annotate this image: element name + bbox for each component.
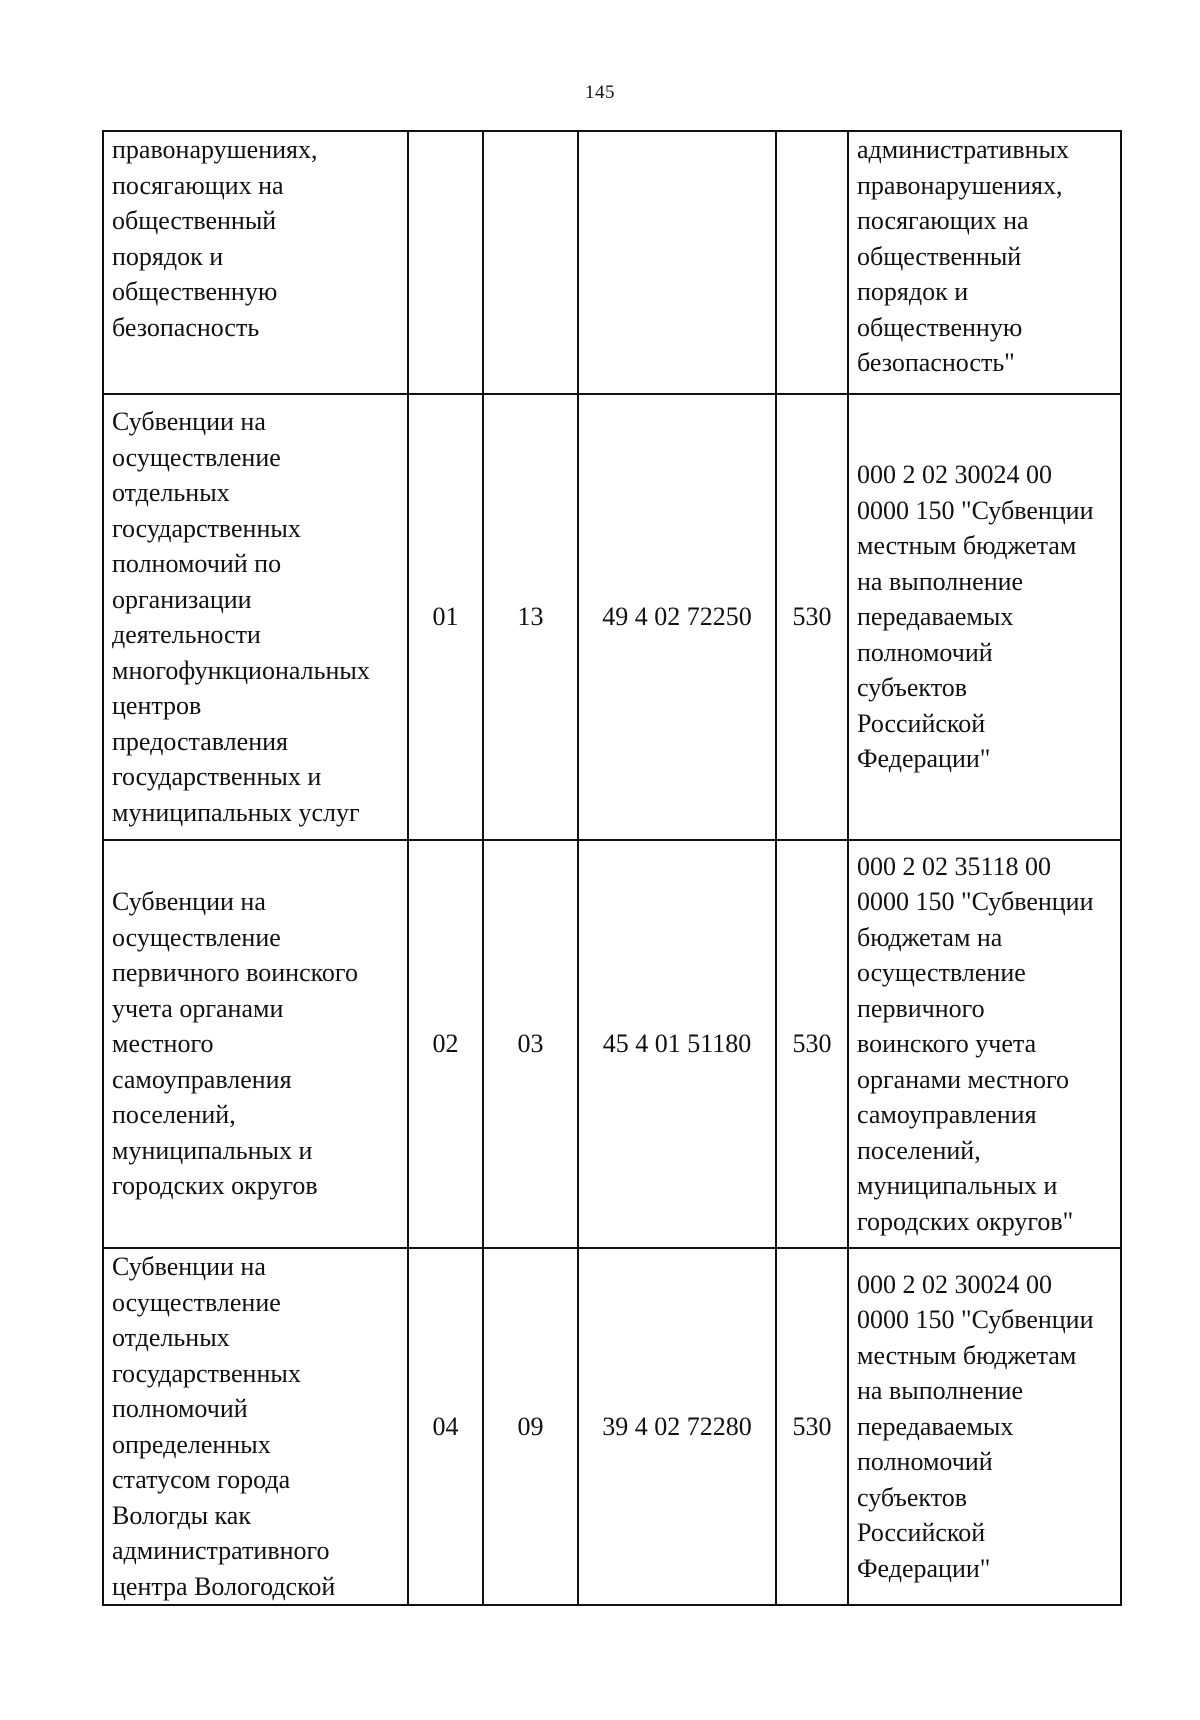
name-line: муниципальных и — [112, 1135, 313, 1165]
row-desc-cell — [848, 1248, 1121, 1605]
expense-type-cell — [776, 131, 848, 394]
section-code-cell — [408, 131, 483, 394]
name-line: общественный — [112, 206, 277, 235]
desc-line: полномочий — [857, 637, 993, 667]
budget-table — [102, 130, 1122, 1606]
subsection-code-cell: 09 — [483, 1248, 578, 1605]
table-body — [103, 131, 1121, 1605]
desc-line: общественный — [857, 241, 1022, 271]
name-line: порядок и — [112, 241, 224, 271]
desc-line: 000 2 02 35118 00 — [857, 851, 1052, 881]
desc-line: городских округов" — [857, 1206, 1074, 1236]
table-row — [103, 1248, 1121, 1605]
desc-line: поселений, — [857, 1135, 981, 1165]
page-number: 145 — [585, 82, 615, 103]
desc-line: на выполнение — [857, 1376, 1024, 1406]
section-code-cell: 04 — [408, 1248, 483, 1605]
target-article-cell — [578, 131, 776, 394]
name-line: административного — [112, 1536, 330, 1565]
desc-line: правонарушениях, — [857, 170, 1063, 200]
desc-line: 000 2 02 30024 00 — [857, 1269, 1052, 1299]
section-code-cell: 02 — [408, 840, 483, 1248]
name-line: Вологды как — [112, 1500, 251, 1530]
desc-line: на выполнение — [857, 566, 1024, 596]
row-name-cell — [103, 394, 408, 840]
name-line: полномочий — [112, 1394, 248, 1423]
desc-line: безопасность" — [857, 348, 1015, 377]
name-line: предоставления — [112, 726, 288, 756]
desc-line: посягающих на — [857, 206, 1029, 235]
desc-line: местным бюджетам — [857, 1340, 1077, 1370]
name-line: государственных — [112, 513, 301, 543]
name-line: отдельных — [112, 478, 230, 507]
desc-line: общественную — [857, 312, 1023, 342]
name-line: многофункциональных — [112, 655, 370, 685]
name-line: поселений, — [112, 1100, 236, 1130]
name-line: отдельных — [112, 1323, 230, 1352]
name-line: статусом города — [112, 1465, 291, 1494]
desc-line: порядок и — [857, 277, 969, 306]
desc-line: муниципальных и — [857, 1171, 1058, 1201]
name-line: первичного воинского — [112, 958, 358, 988]
expense-type-cell: 530 — [776, 840, 848, 1248]
name-line: деятельности — [112, 620, 261, 649]
name-line: самоуправления — [112, 1064, 292, 1094]
desc-line: первичного — [857, 993, 985, 1023]
name-line: центра Вологодской — [112, 1571, 336, 1601]
name-line: полномочий по — [112, 549, 282, 578]
name-line: городских округов — [112, 1171, 318, 1201]
name-line: государственных и — [112, 762, 322, 791]
table-row — [103, 394, 1121, 840]
section-code-cell: 01 — [408, 394, 483, 840]
row-desc-cell — [848, 840, 1121, 1248]
name-line: Субвенции на — [112, 887, 266, 917]
row-desc-cell — [848, 394, 1121, 840]
table-row — [103, 131, 1121, 394]
desc-line: Российской — [857, 708, 986, 738]
desc-line: передаваемых — [857, 602, 1014, 632]
row-desc-cell — [848, 131, 1121, 394]
name-line: осуществление — [112, 922, 281, 952]
row-name-cell — [103, 1248, 408, 1605]
expense-type-cell: 530 — [776, 1248, 848, 1605]
target-article-cell: 45 4 01 51180 — [578, 840, 776, 1248]
desc-line: местным бюджетам — [857, 531, 1077, 561]
desc-line: субъектов — [857, 673, 968, 703]
expense-type-cell: 530 — [776, 394, 848, 840]
subsection-code-cell — [483, 131, 578, 394]
desc-line: субъектов — [857, 1482, 968, 1512]
desc-line: осуществление — [857, 958, 1026, 988]
row-name-cell — [103, 840, 408, 1248]
desc-line: 000 2 02 30024 00 — [857, 460, 1052, 490]
subsection-code-cell: 03 — [483, 840, 578, 1248]
name-line: безопасность — [112, 312, 260, 342]
name-line: осуществление — [112, 442, 281, 472]
desc-line: 0000 150 "Субвенции — [857, 887, 1094, 917]
target-article-cell: 39 4 02 72280 — [578, 1248, 776, 1605]
desc-line: 0000 150 "Субвенции — [857, 495, 1094, 525]
name-line: государственных — [112, 1358, 301, 1388]
table-row — [103, 840, 1121, 1248]
desc-line: передаваемых — [857, 1411, 1014, 1441]
name-line: правонарушениях, — [112, 135, 318, 164]
desc-line: Федерации" — [857, 744, 991, 774]
name-line: Субвенции на — [112, 407, 266, 436]
row-name-cell — [103, 131, 408, 394]
name-line: Субвенции на — [112, 1252, 266, 1281]
desc-line: органами местного — [857, 1064, 1069, 1094]
name-line: посягающих на — [112, 170, 284, 200]
desc-line: административных — [857, 135, 1069, 164]
desc-line: самоуправления — [857, 1100, 1037, 1130]
name-line: определенных — [112, 1429, 271, 1459]
name-line: общественную — [112, 277, 278, 306]
name-line: учета органами — [112, 993, 284, 1023]
name-line: местного — [112, 1029, 214, 1059]
target-article-cell: 49 4 02 72250 — [578, 394, 776, 840]
name-line: организации — [112, 584, 252, 614]
desc-line: полномочий — [857, 1447, 993, 1477]
desc-line: воинского учета — [857, 1029, 1037, 1059]
name-line: осуществление — [112, 1287, 281, 1317]
desc-line: бюджетам на — [857, 922, 1003, 952]
subsection-code-cell: 13 — [483, 394, 578, 840]
desc-line: 0000 150 "Субвенции — [857, 1305, 1094, 1335]
desc-line: Российской — [857, 1518, 986, 1548]
desc-line: Федерации" — [857, 1553, 991, 1583]
name-line: муниципальных услуг — [112, 797, 360, 827]
name-line: центров — [112, 691, 202, 720]
